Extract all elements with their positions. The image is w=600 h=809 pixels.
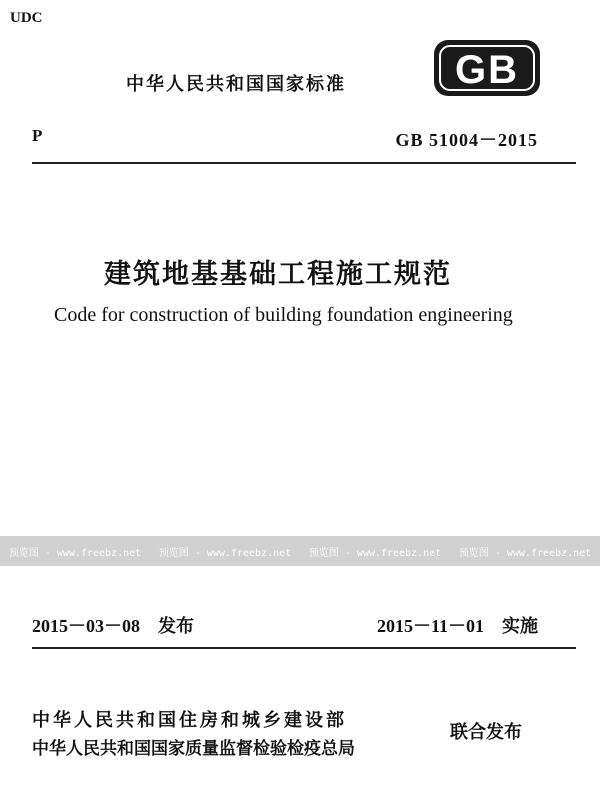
issue-date: 2015－03－08 发布 bbox=[32, 616, 194, 636]
watermark-text: 预览图 - www.freebz.net bbox=[8, 547, 142, 559]
title-chinese: 建筑地基基础工程施工规范 bbox=[104, 259, 452, 290]
watermark-text: 预览图 - www.freebz.net bbox=[158, 547, 292, 559]
top-divider bbox=[32, 162, 576, 164]
standard-org: 中华人民共和国国家标准 bbox=[126, 74, 346, 95]
bottom-divider bbox=[32, 647, 576, 649]
gb-logo-text: GB bbox=[455, 48, 519, 92]
standard-number: GB 51004－2015 bbox=[395, 130, 538, 150]
category-code: P bbox=[32, 126, 43, 145]
issuer-ministry: 中华人民共和国住房和城乡建设部 bbox=[32, 710, 347, 731]
watermark-text: 预览图 - www.freebz.net bbox=[458, 547, 592, 559]
implementation-date: 2015－11－01 实施 bbox=[376, 616, 538, 636]
joint-release-label: 联合发布 bbox=[450, 722, 522, 743]
issuer-aqsiq: 中华人民共和国国家质量监督检验检疫总局 bbox=[32, 739, 355, 759]
gb-logo bbox=[432, 38, 542, 98]
udc-label: UDC bbox=[10, 10, 43, 26]
watermark-text: 预览图 - www.freebz.net bbox=[308, 547, 442, 559]
title-english: Code for construction of building foundation engineering bbox=[54, 304, 513, 326]
watermark-band bbox=[0, 536, 600, 566]
